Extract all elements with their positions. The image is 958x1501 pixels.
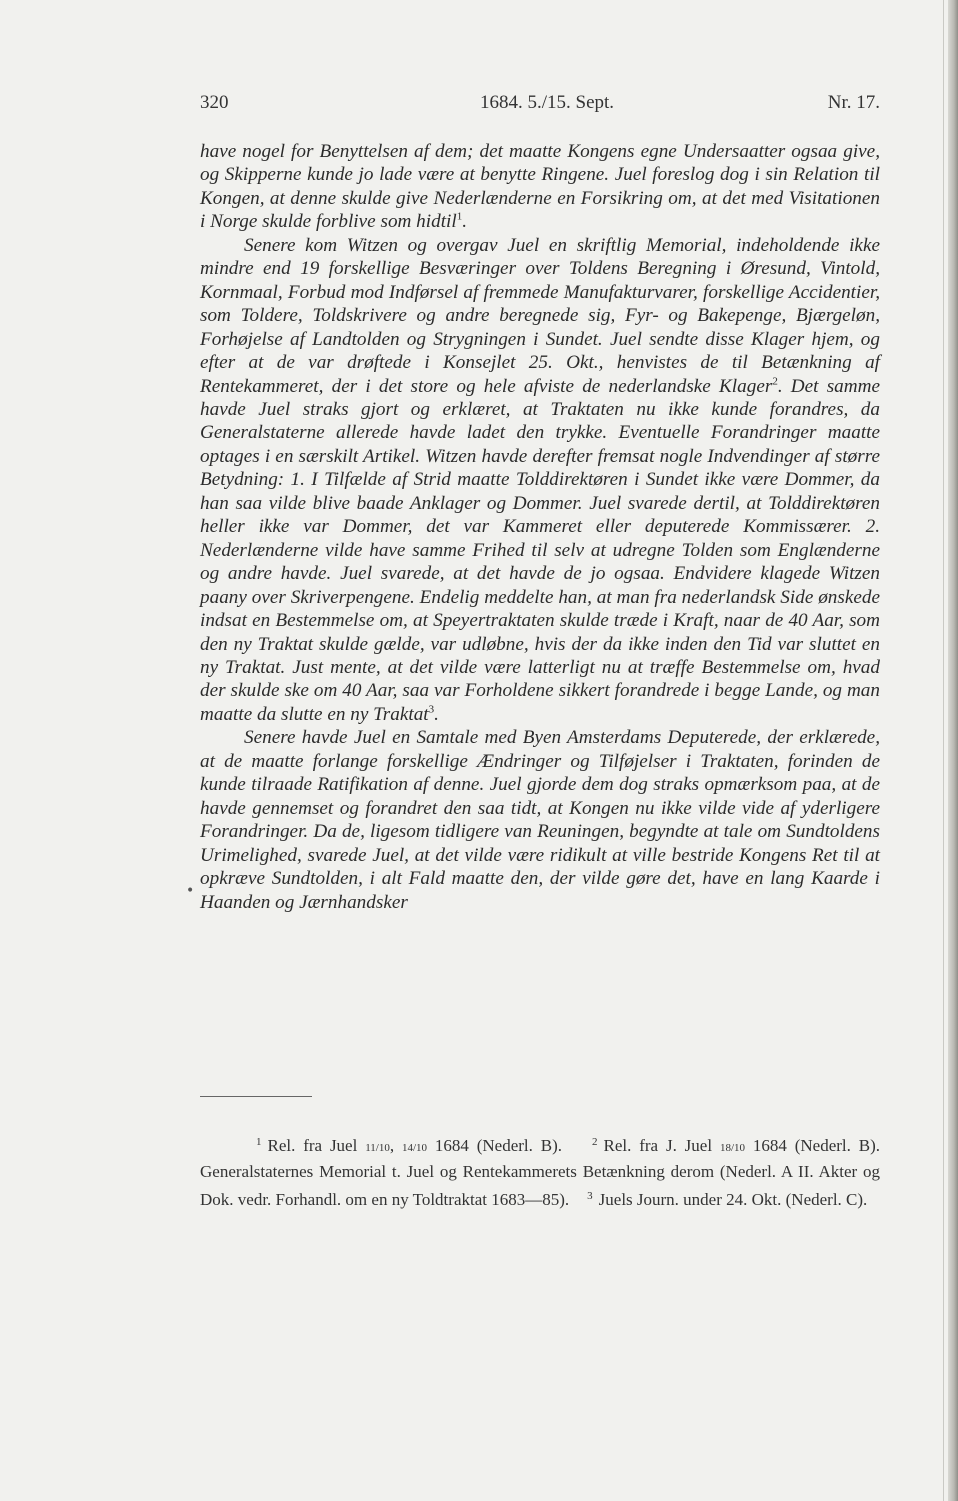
footnote-block: $^1$ Rel. fra Juel 11/10, 14/10 1684 (Nederl. B). $^2$ Rel. fra J. Juel 18/10 1684 (Nederl. B). Generalstaternes Memorial t. Juel og Rentekammerets Betænkning derom (Nederl. A II. Akter og Dok. vedr. Forhandl. om en ny Toldtraktat 1683—85). $^3$ Juels Journ. under 24. Okt. (Nederl. C).	[200, 1136, 880, 1209]
footnote-2-number: 2	[592, 1136, 598, 1148]
margin-dot: •	[186, 883, 195, 899]
paragraph-1: have nogel for Benyttelsen af dem; det maatte Kongens egne Undersaatter ogsaa give, og Skipperne kunde jo lade være at benytte Ringene. Juel foreslog dog i sin Relation til Kongen, at denne skulde give Nederlænderne en Forsikring om, at det med Visitationen i Norge skulde forblive som hidtil$^1$.	[200, 141, 880, 233]
footnote-1-date-2: 14/10	[401, 1142, 428, 1154]
page-edge-shadow	[948, 0, 958, 1501]
paragraph-3: Senere havde Juel en Samtale med Byen Amsterdams Deputerede, der erklærede, at de maatte forlange forskellige Ændringer og Tilføjelser i Traktaten, forinden de kunde tilraade Ratifikation af denne. Juel gjorde dem dog straks opmærksom paa, at de havde gennemset og forandret den saa tidt, at Kongen nu ikke vilde vide af yderligere Forandringer. Da de, ligesom tidligere van Reuningen, begyndte at tale om Sundtoldens Urimelighed, svarede Juel, at det vilde være ridikult at ville bestride Kongens Ret til at opkræve Sundtolden, i alt Fald maatte den, der vilde gøre det, have en lang Kaarde i Haanden og Jærnhandsker	[200, 727, 880, 913]
paragraph-2: Senere kom Witzen og overgav Juel en skriftlig Memorial, indeholdende ikke mindre end 19 forskellige Besværinger over Toldens Beregning i Øresund, Vintold, Kornmaal, Forbud mod Indførsel af fremmede Manufakturvarer, forskellige Accidentier, som Toldere, Toldskrivere og andre beregnede sig, Fyr- og Bakepenge, Bjærgeløn, Forhøjelse af Landtolden og Strygningen i Sundet. Juel sendte disse Klager hjem, og efter at de var drøftede i Konsejlet 25. Okt., henvistes de til Betænkning af Rentekammeret, der i det store og hele afviste de nederlandske Klager$^2$. Det samme havde Juel straks gjort og erklæret, at Traktaten nu ikke kunde forandres, da Generalstaterne allerede havde ladet den trykke. Eventuelle Forandringer maatte optages i en særskilt Artikel. Witzen havde derefter fremsat nogle Indvendinger af større Betydning: 1. I Tilfælde af Strid maatte Tolddirektøren i Sundet ikke være Dommer, da han saa vilde blive baade Anklager og Dommer. Juel svarede dertil, at Tolddirektøren heller ikke var Dommer, det var Kammeret eller deputerede Kommissærer. 2. Nederlænderne vilde have samme Frihed til selv at udregne Tolden som Englænderne og andre havde. Juel svarede, at det havde de jo ogsaa. Endvidere klagede Witzen paany over Skriverpengene. Endelig meddelte han, at man fra nederlandsk Side ønskede indsat en Bestemmelse om, at Speyertraktaten skulde træde i Kraft, naar de 40 Aar, som den ny Traktat skulde gælde, var udløbne, hvis der da ikke inden den Tid var sluttet en ny Traktat. Just mente, at det vilde være latterligt nu at træffe Bestemmelse om, hvad der skulde ske om 40 Aar, saa var Forholdene sikkert forandrede i begge Lande, og man maatte da slutte en ny Traktat$^3$.	[200, 234, 880, 725]
footnote-1-number: 1	[256, 1136, 262, 1148]
header-document-number: Nr. 17.	[827, 92, 880, 113]
page-number: 320	[200, 92, 229, 113]
footnotes	[200, 1130, 880, 1212]
footnote-2-date: 18/10	[719, 1142, 745, 1154]
footnote-separator	[200, 1096, 312, 1097]
main-text	[200, 140, 880, 914]
running-header	[200, 92, 880, 122]
footnote-ref-2: 2	[772, 375, 778, 388]
footnote-3-number: 3	[587, 1190, 593, 1202]
header-date: 1684. 5./15. Sept.	[480, 92, 615, 113]
page-edge-line	[943, 0, 944, 1501]
footnote-1-date-1: 11/10	[365, 1142, 390, 1154]
footnote-ref-1: 1	[456, 210, 463, 223]
footnote-ref-3: 3	[428, 703, 435, 716]
